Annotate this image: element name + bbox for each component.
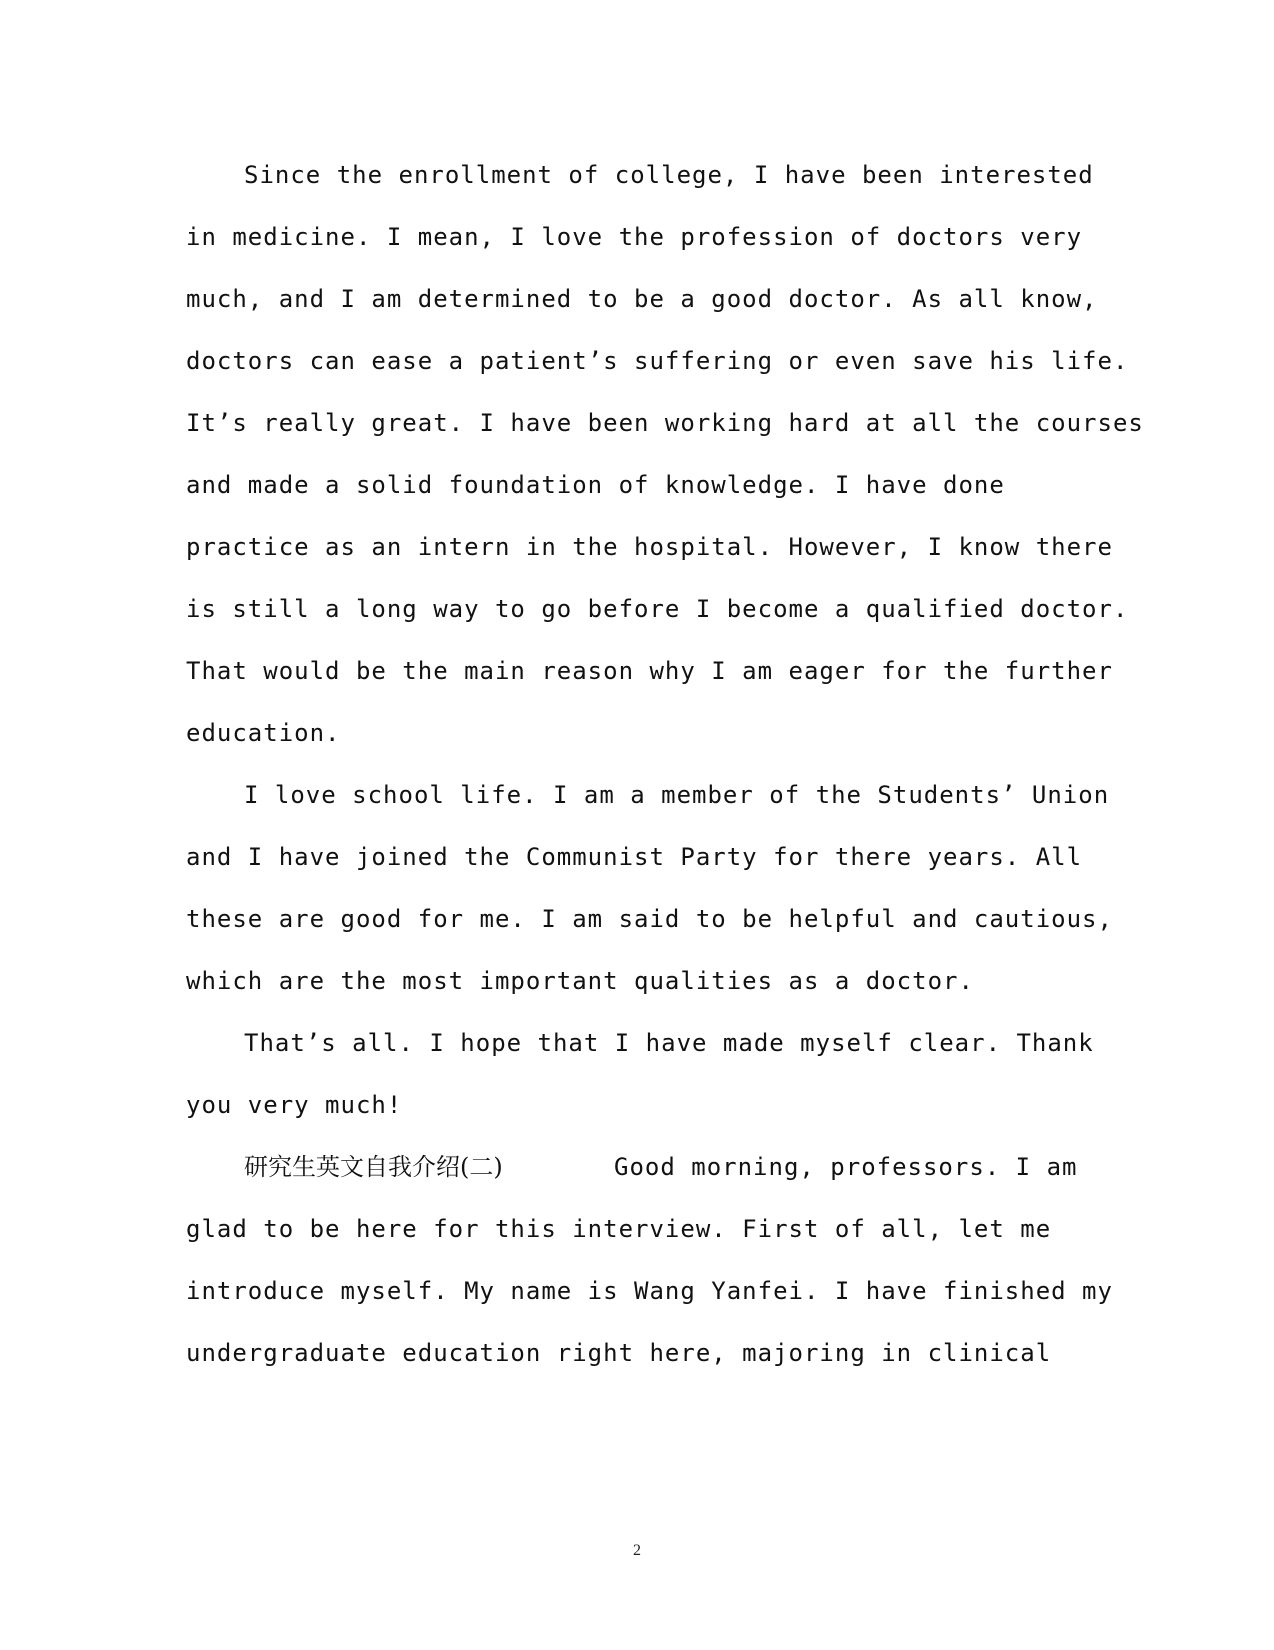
text-line-20: undergraduate education right here, majoring in clinical	[186, 1339, 1052, 1367]
text-line-7: practice as an intern in the hospital. However, I know there	[186, 533, 1113, 561]
text-line-15: That’s all. I hope that I have made myself clear. Thank	[244, 1029, 1094, 1057]
text-line-17: Good morning, professors. I am	[614, 1153, 1078, 1181]
text-line-13: these are good for me. I am said to be helpful and cautious,	[186, 905, 1113, 933]
page-number: 2	[633, 1542, 641, 1559]
text-line-11: I love school life. I am a member of the Students’ Union	[244, 781, 1110, 809]
text-line-9: That would be the main reason why I am eager for the further	[186, 657, 1113, 685]
text-line-8: is still a long way to go before I become a qualified doctor.	[186, 595, 1129, 623]
text-line-14: which are the most important qualities as a doctor.	[186, 967, 974, 995]
text-line-4: doctors can ease a patient’s suffering or even save his life.	[186, 347, 1129, 375]
text-line-1: Since the enrollment of college, I have been interested	[244, 161, 1094, 189]
text-line-3: much, and I am determined to be a good doctor. As all know,	[186, 285, 1098, 313]
text-line-2: in medicine. I mean, I love the profession of doctors very	[186, 223, 1083, 251]
text-line-18: glad to be here for this interview. First of all, let me	[186, 1215, 1052, 1243]
text-line-10: education.	[186, 719, 341, 747]
text-line-19: introduce myself. My name is Wang Yanfei. I have finished my	[186, 1277, 1113, 1305]
text-line-12: and I have joined the Communist Party for there years. All	[186, 843, 1083, 871]
text-line-16: you very much!	[186, 1091, 403, 1119]
chinese-heading: 研究生英文自我介绍(二)	[244, 1153, 503, 1181]
text-line-5: It’s really great. I have been working hard at all the courses	[186, 409, 1144, 437]
text-line-6: and made a solid foundation of knowledge. I have done	[186, 471, 1005, 499]
